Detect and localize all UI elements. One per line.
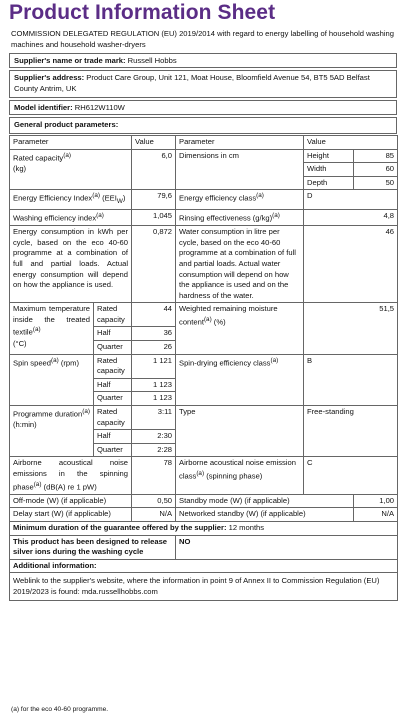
duration-rated-label: Rated capacity [94, 406, 132, 430]
table-row [10, 303, 398, 327]
max-temp-label: Maximum temperature inside the treated textile$^{(a)}$ (°C) [10, 303, 94, 354]
table-row [10, 535, 398, 559]
table-row [10, 190, 398, 210]
supplier-name-row [9, 53, 397, 68]
eei-label: Energy Efficiency Index$^{(a)}$ $(EEI_W)$ [10, 190, 132, 210]
max-temp-quarter-value: 26 [132, 341, 176, 355]
spin-speed-quarter-value: 1 123 [132, 392, 176, 406]
model-identifier-row [9, 100, 397, 115]
water-consumption-label: Water consumption in litre per cycle, based on the eco 40-60 programme at a combination of full and partial loads. Actual water consumption will depend on how the appliance is used and on the hardness of the water. [176, 226, 304, 303]
rinsing-value: 4,8 [304, 210, 398, 226]
duration-rated-value: 3:11 [132, 406, 176, 430]
width-label: Width [304, 163, 354, 177]
dimensions-label: Dimensions in cm [176, 149, 304, 190]
table-row [10, 354, 398, 378]
spin-speed-label: Spin speed$^{(a)}$ (rpm) [10, 354, 94, 405]
spin-speed-rated-label: Rated capacity [94, 354, 132, 378]
delay-start-value: N/A [132, 508, 176, 522]
type-value: Free-standing [304, 406, 398, 457]
moisture-label: Weighted remaining moisture content$^{(a)}$ (%) [176, 303, 304, 354]
header-value-2: Value [304, 136, 398, 150]
max-temp-half-label: Half [94, 327, 132, 341]
moisture-value: 51,5 [304, 303, 398, 354]
guarantee-row: Minimum duration of the guarantee offered by the supplier: 12 months [10, 521, 398, 535]
model-identifier-label: Model identifier: [14, 103, 73, 112]
depth-label: Depth [304, 176, 354, 190]
washing-value: 1,045 [132, 210, 176, 226]
capacity-label: Rated capacity$^{(a)}$ (kg) [10, 149, 132, 190]
parameters-table [9, 135, 398, 601]
regulation-intro: COMMISSION DELEGATED REGULATION (EU) 2019/2014 with regard to energy labelling of household washing machines and household washer-dryers [11, 29, 394, 49]
table-row [10, 521, 398, 535]
table-row [10, 457, 398, 494]
duration-quarter-value: 2:28 [132, 443, 176, 457]
max-temp-rated-label: Rated capacity [94, 303, 132, 327]
table-row [10, 559, 398, 573]
table-row [10, 494, 398, 508]
supplier-address-value: Product Care Group, Unit 121, Moat House, Bloomfield Avenue 54, BT5 5AD Belfast County Antrim, UK [14, 73, 370, 93]
duration-quarter-label: Quarter [94, 443, 132, 457]
energy-consumption-label: Energy consumption in kWh per cycle, based on the eco 40-60 programme at a combination of full and partial loads. Actual energy consumption will depend on how the appliance is used. [10, 226, 132, 303]
max-temp-half-value: 36 [132, 327, 176, 341]
table-row [10, 508, 398, 522]
page-title: Product Information Sheet [9, 1, 276, 24]
off-mode-value: 0,50 [132, 494, 176, 508]
delay-start-label: Delay start (W) (if applicable) [10, 508, 132, 522]
spin-class-value: B [304, 354, 398, 405]
noise-value: 78 [132, 457, 176, 494]
washing-label: Washing efficiency index$^{(a)}$ [10, 210, 132, 226]
header-parameter-2: Parameter [176, 136, 304, 150]
standby-value: 1,00 [354, 494, 398, 508]
footnote: (a) for the eco 40-60 programme. [11, 706, 109, 713]
rinsing-label: Rinsing effectiveness $(g/kg)^{(a)}$ [176, 210, 304, 226]
table-row [10, 226, 398, 303]
spin-speed-half-value: 1 123 [132, 378, 176, 392]
type-label: Type [176, 406, 304, 457]
spin-speed-half-label: Half [94, 378, 132, 392]
duration-half-label: Half [94, 430, 132, 444]
spin-speed-rated-value: 1 121 [132, 354, 176, 378]
networked-standby-value: N/A [354, 508, 398, 522]
energy-class-value: D [304, 190, 398, 210]
spin-speed-quarter-label: Quarter [94, 392, 132, 406]
table-row [10, 406, 398, 430]
header-value-1: Value [132, 136, 176, 150]
table-row [10, 149, 398, 163]
table-row [10, 573, 398, 601]
eei-value: 79,6 [132, 190, 176, 210]
max-temp-rated-value: 44 [132, 303, 176, 327]
noise-class-value: C [304, 457, 398, 494]
silver-ions-value: NO [176, 535, 398, 559]
supplier-name-label: Supplier's name or trade mark: [14, 56, 126, 65]
water-consumption-value: 46 [304, 226, 398, 303]
spin-class-label: Spin-drying efficiency class$^{(a)}$ [176, 354, 304, 405]
standby-label: Standby mode (W) (if applicable) [176, 494, 354, 508]
silver-ions-label: This product has been designed to release silver ions during the washing cycle [10, 535, 176, 559]
width-value: 60 [354, 163, 398, 177]
additional-info-heading: Additional information: [10, 559, 398, 573]
supplier-address-row [9, 70, 397, 98]
capacity-value: 6,0 [132, 149, 176, 190]
general-parameters-heading: General product parameters: [9, 117, 397, 134]
model-identifier-value: RH612W110W [74, 103, 125, 112]
duration-label: Programme duration$^{(a)}$ (h:min) [10, 406, 94, 457]
noise-label: Airborne acoustical noise emissions in the spinning phase$^{(a)}$ (dB(A) re 1 pW) [10, 457, 132, 494]
duration-half-value: 2:30 [132, 430, 176, 444]
networked-standby-label: Networked standby (W) (if applicable) [176, 508, 354, 522]
max-temp-quarter-label: Quarter [94, 341, 132, 355]
supplier-name-value: Russell Hobbs [127, 56, 177, 65]
off-mode-label: Off-mode (W) (if applicable) [10, 494, 132, 508]
energy-consumption-value: 0,872 [132, 226, 176, 303]
height-label: Height [304, 149, 354, 163]
table-header-row [10, 136, 398, 150]
energy-class-label: Energy efficiency class$^{(a)}$ [176, 190, 304, 210]
header-parameter-1: Parameter [10, 136, 132, 150]
depth-value: 50 [354, 176, 398, 190]
height-value: 85 [354, 149, 398, 163]
table-row [10, 210, 398, 226]
supplier-address-label: Supplier's address: [14, 73, 85, 82]
weblink-text: Weblink to the supplier's website, where the information in point 9 of Annex II to Commission Regulation (EU) 2019/2023 is found: mda.russellhobbs.com [10, 573, 398, 601]
noise-class-label: Airborne acoustical noise emission class$^{(a)}$ (spinning phase) [176, 457, 304, 494]
